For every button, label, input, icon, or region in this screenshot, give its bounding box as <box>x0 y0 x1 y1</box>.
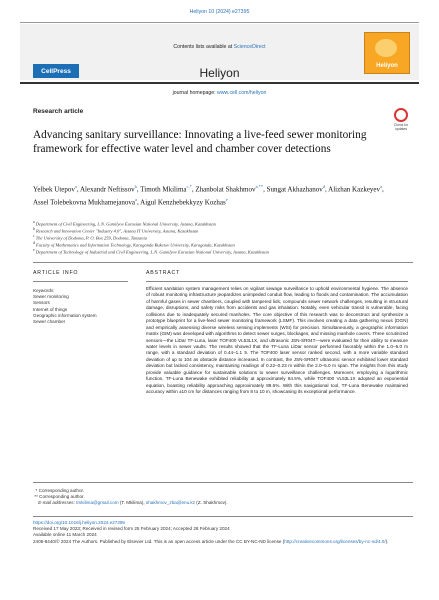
corresponding-author-text: Corresponding author. <box>39 494 85 500</box>
contents-prefix: Contents lists available at <box>173 44 234 50</box>
footnotes <box>33 488 413 507</box>
article-info-heading: ARTICLE INFO <box>33 270 79 276</box>
email-label: E-mail addresses: <box>38 500 77 506</box>
author-list: Yelbek Utepov$^a$, Alexandr Neftissov$^b$, Timoth Mkilima$^{c,*}$, Zhanbolat Shakhmov$^{a,**}$, Sungat Akhazhanov$^d$, Alizhan Kazkeyev$^a$, Assel Tolebekovna Mukhamejanova$^a$, Aigul Kenzhebekkyzy Kozhas$^e$ <box>33 184 384 207</box>
keywords-label: Keywords: <box>33 288 55 293</box>
journal-cover[interactable] <box>364 32 410 74</box>
corresponding-author-note: * Corresponding author. <box>33 488 85 493</box>
author-name[interactable]: Sungat Akhazhanov <box>266 185 323 194</box>
article-title: Advancing sanitary surveillance: Innovating a live-feed sewer monitoring framework for effective water level and chamber cover detections <box>33 129 367 155</box>
check-updates-badge[interactable] <box>391 108 411 134</box>
keyword: Sewer chamber <box>33 319 66 325</box>
keywords-block <box>33 288 128 325</box>
footnote-divider <box>33 482 413 483</box>
author-name[interactable]: Alexandr Neftissov <box>80 185 135 194</box>
email-line <box>33 500 413 506</box>
author-name[interactable]: Assel Tolebekovna Mukhamejanova <box>33 198 136 207</box>
cover-graphic <box>375 39 397 57</box>
pubinfo-divider <box>33 516 413 517</box>
author-name[interactable]: Timoth Mkilima <box>140 185 187 194</box>
corresponding-author-text: Corresponding author. <box>38 488 85 493</box>
affiliation-sup: b <box>33 227 35 231</box>
sciencedirect-link[interactable]: ScienceDirect <box>233 44 266 50</box>
affiliation-sup: d <box>33 241 35 245</box>
affiliation-sup: c <box>33 234 35 238</box>
check-updates-label: Check for updates <box>393 123 409 131</box>
header-bottom-rule <box>20 82 419 84</box>
corresponding-author-note: ** Corresponding author. <box>33 494 85 500</box>
homepage-link[interactable]: www.cell.com/heliyon <box>217 90 267 96</box>
license-end: ). <box>385 538 389 544</box>
author-name[interactable]: Zhanbolat Shakhmov <box>195 185 256 194</box>
license-statement <box>33 539 413 545</box>
email-link[interactable]: tmkilima@gmail.com <box>76 500 119 506</box>
available-online: Available online 11 March 2024 <box>33 532 97 538</box>
keyword: Sensors <box>33 300 50 306</box>
homepage-prefix: journal homepage: <box>172 90 218 96</box>
license-text: 2405-8440/© 2024 The Authors. Published by Elsevier Ltd. This is an open access article under the CC BY-NC-ND license ( <box>33 538 285 544</box>
author-name[interactable]: Alizhan Kazkeyev <box>328 185 381 194</box>
author-name[interactable]: Yelbek Utepov <box>33 185 75 194</box>
affiliation-sup: a <box>33 220 35 224</box>
affiliation-sup: e <box>33 248 35 252</box>
doi-link[interactable]: https://doi.org/10.1016/j.heliyon.2024.e27395 <box>33 520 125 525</box>
article-info-rule <box>33 281 128 282</box>
email-owner: (T. Mkilima), <box>118 500 146 506</box>
affiliation-text: Department of Civil Engineering, L.N. Gumilyov Eurasian National University, Astana, Kazakhstan <box>35 221 216 227</box>
license-link[interactable]: http://creativecommons.org/licenses/by-nc-nd/4.0/ <box>284 538 386 544</box>
journal-citation: Heliyon 10 (2024) e27395 <box>189 9 250 15</box>
journal-name: Heliyon <box>199 66 240 80</box>
author-affil-sup: a <box>380 184 383 189</box>
affiliation-text: The University of Dodoma, P. O. Box 259, Dodoma, Tanzania <box>35 235 148 241</box>
author-affil-sup: a <box>74 184 77 189</box>
author-affil-sup: c,* <box>186 184 192 189</box>
received-dates: Received 17 May 2023; Received in revised form 25 February 2024; Accepted 28 February 2024 <box>33 526 230 532</box>
author-affil-sup: a,** <box>255 184 264 189</box>
affiliation <box>33 247 413 256</box>
abstract-heading: ABSTRACT <box>146 270 181 276</box>
email-owner: (Z. Shakhmov). <box>195 500 228 506</box>
header-top-rule <box>20 22 419 23</box>
author-affil-sup: a <box>135 196 138 202</box>
cellpress-logo[interactable]: CellPress <box>33 64 79 78</box>
keyword: Internet of things <box>33 306 68 312</box>
author-name[interactable]: Aigul Kenzhebekkyzy Kozhas <box>140 198 226 207</box>
author-affil-sup: e <box>225 196 228 202</box>
email-link[interactable]: shakhmov_zba@enu.kz <box>145 500 196 506</box>
abstract-rule <box>146 281 408 282</box>
affiliation-text: Department of Technology of Industrial and Civil Engineering, L.N. Gumilyov Eurasian National University, Astana, Kazakhstan <box>35 249 269 255</box>
publication-info <box>33 520 413 545</box>
author-affil-sup: d <box>322 184 326 189</box>
homepage-line <box>0 90 439 96</box>
affiliation-text: Research and Innovation Center "Industry 4.0", Astana IT University, Astana, Kazakhstan <box>36 228 199 234</box>
abstract-text: Efficient sanitation system management relies on vigilant sewage surveillance to uphold environmental hygiene. The absence of robust monitoring infrastructure jeopardizes unimpeded conduit flow, leading to floods and contamination. The accumulation of harmful gases in sewer chambers, coupled with tampered lids, compounds sewer network challenges, resulting in structural damage, disruptions, and safety risks from accidents and gas inhalation. Notably, even vehicular transit is vulnerable, facing collisions due to inadequately secured manholes. The core objective of this research was to deconstruct and synthesize a prototype blueprint for a live-feed sewer monitoring framework (LSMF). This involves creating a data gathering nexus (DGN) and empirically assessing diverse wireless sensing implements (WSI) for precision. Simultaneously, a geographic information matrix (GIM) was developed with algorithms to detect sewer surges, blockages, and missing manhole covers. Three scrutinized sensors—the LiDar TF-Luna, laser TOF400 VL53L1X, and ultrasonic JSN-SR04T—were evaluated for their ability to measure water levels in sewer vaults. The results showed that the TF-Luna LiDar sensor performed favorably within the 1.0–5.0 m range, with a standard deviation of 0.44–1.1 5. The TOF400 laser sensor ranked second, with a more variable standard deviation of up to 104 as obstacle distance increased. In contrast, the JSN-SR04T ultrasonic sensor exhibited lower standard deviation but lacked consistency, maintaining readings of 0.22–0.23 m within the 2.0–5.0 m span. The insights from this study provide valuable guidance for sustainable solutions to sewer surveillance challenges. Moreover, employing a logarithmic function, TF-Luna Benewake exhibited reliability at approximately 84.5%, while TOF400 VL53L1X adopted an exponential equation, boasting reliability approaching approximately 89.6%. With this navigational tool, TF-Luna Benewake maintained accuracy within ±10 cm for distances ranging from 8 to 10 m, showcasing its exceptional performance. <box>146 286 408 394</box>
check-updates-icon <box>394 108 408 122</box>
affiliation-text: Faculty of Mathematics and Information Technology, Karaganda Buketov University, Karaganda, Kazakhstan <box>36 242 235 248</box>
keyword: Geographic information system <box>33 312 97 318</box>
cover-word: Heliyon <box>376 63 398 69</box>
author-affil-sup: b <box>134 184 137 189</box>
section-divider <box>33 262 413 263</box>
article-type: Research article <box>33 108 84 115</box>
keyword: Sewer monitoring <box>33 294 69 300</box>
